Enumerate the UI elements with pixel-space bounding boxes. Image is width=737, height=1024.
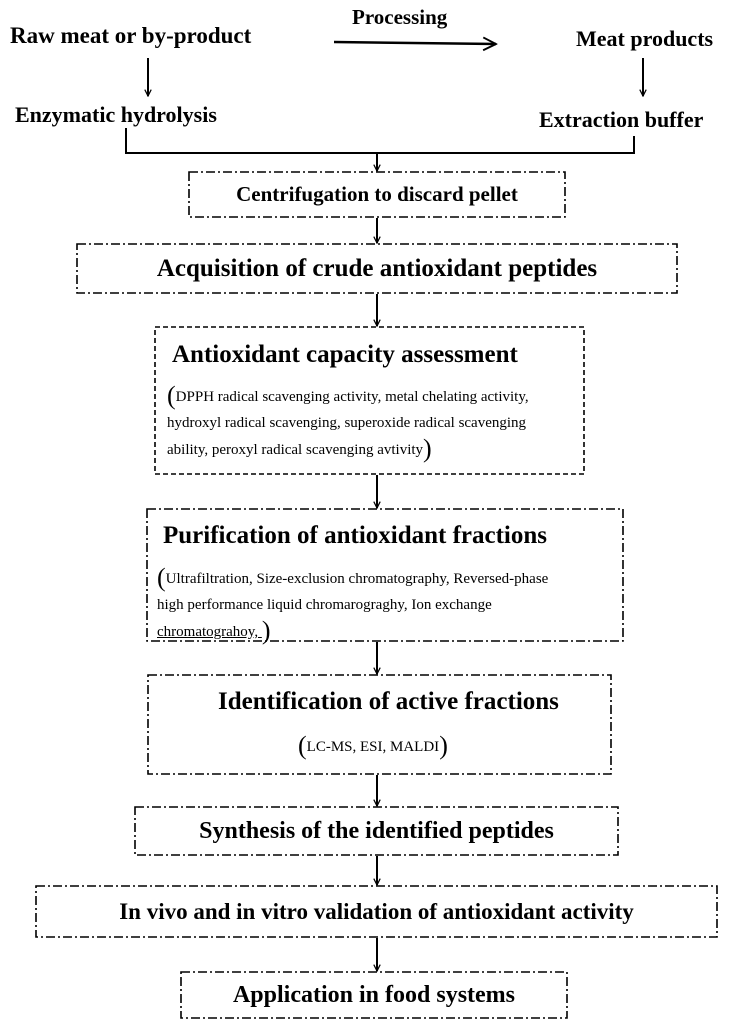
synthesis-label: Synthesis of the identified peptides bbox=[199, 818, 554, 844]
extraction-buffer-label: Extraction buffer bbox=[539, 107, 704, 132]
centrifugation-label: Centrifugation to discard pellet bbox=[236, 182, 518, 206]
identification-step bbox=[148, 675, 611, 774]
assessment-title: Antioxidant capacity assessment bbox=[172, 341, 518, 368]
identification-title: Identification of active fractions bbox=[218, 688, 559, 715]
processing-arrow bbox=[334, 42, 496, 44]
assessment-line-3: ability, peroxyl radical scavenging avtivity bbox=[167, 442, 424, 458]
assessment-close-paren: ) bbox=[423, 434, 432, 463]
validation-label: In vivo and in vitro validation of antioxidant activity bbox=[119, 899, 634, 924]
identification-detail: LC-MS, ESI, MALDI bbox=[306, 739, 440, 755]
raw-material-label: Raw meat or by-product bbox=[10, 23, 252, 48]
purification-open-paren: ( bbox=[157, 563, 166, 592]
acquisition-label: Acquisition of crude antioxidant peptides bbox=[156, 255, 598, 282]
application-step bbox=[181, 972, 567, 1018]
enzymatic-hydrolysis-label: Enzymatic hydrolysis bbox=[15, 102, 217, 127]
assessment-step bbox=[155, 327, 584, 474]
identification-close-paren: ) bbox=[439, 731, 448, 760]
identification-open-paren: ( bbox=[298, 731, 307, 760]
purification-line-3: chromatograhoy, bbox=[157, 624, 262, 640]
application-label: Application in food systems bbox=[232, 982, 516, 1008]
assessment-line-1: DPPH radical scavenging activity, metal chelating activity, bbox=[175, 389, 529, 405]
assessment-open-paren: ( bbox=[167, 381, 176, 410]
purification-close-paren: ) bbox=[261, 616, 271, 645]
identification-details bbox=[298, 733, 448, 760]
purification-details bbox=[157, 565, 548, 645]
validation-step bbox=[36, 886, 717, 937]
processing-label: Processing bbox=[352, 5, 448, 29]
purification-title: Purification of antioxidant fractions bbox=[163, 522, 548, 549]
assessment-line-2: hydroxyl radical scavenging, superoxide radical scavenging bbox=[167, 415, 527, 431]
assessment-details bbox=[167, 383, 529, 463]
purification-line-2: high performance liquid chromarograghy, Ion exchange bbox=[157, 597, 492, 613]
purification-step bbox=[147, 509, 623, 645]
purification-line-1: Ultrafiltration, Size-exclusion chromatography, Reversed-phase bbox=[165, 571, 549, 587]
centrifugation-step bbox=[189, 172, 565, 217]
meat-products-label: Meat products bbox=[576, 26, 714, 51]
synthesis-step bbox=[135, 807, 618, 855]
acquisition-step bbox=[77, 244, 677, 293]
